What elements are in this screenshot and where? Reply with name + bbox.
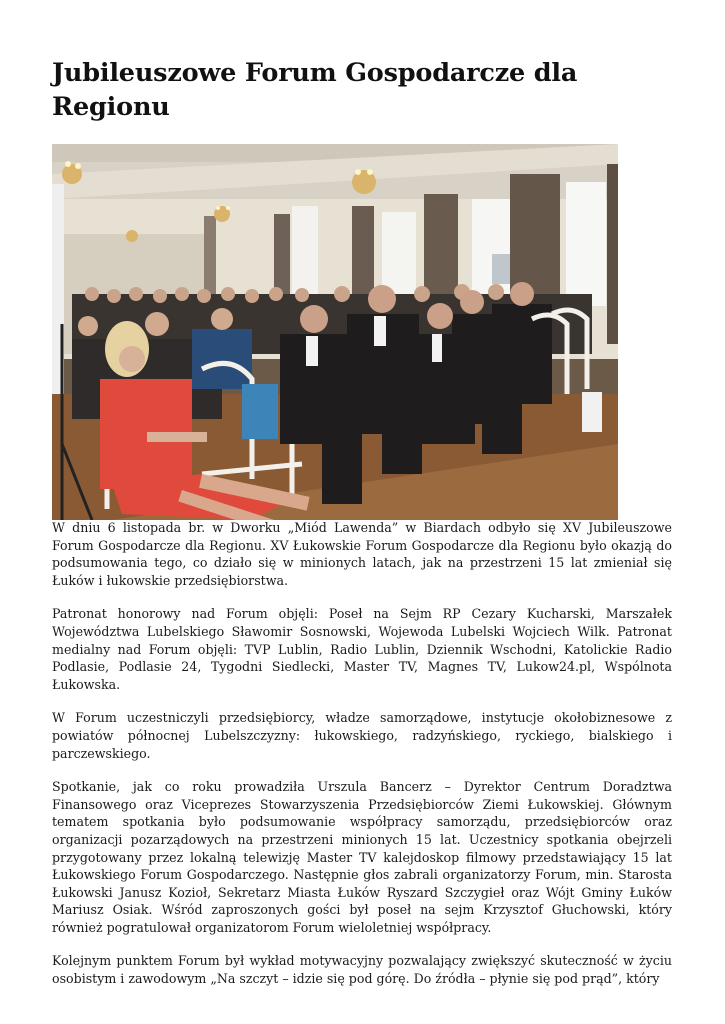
article-title: Jubileuszowe Forum Gospodarcze dla Regionu [52,58,578,122]
paragraph: Patronat honorowy nad Forum objęli: Poseł na Sejm RP Cezary Kucharski, Marszałek Województwa Lubelskiego Sławomir Sosnowski, Wojewoda Lubelski Wojciech Wilk. Patronat medialny nad Forum objęli: TVP Lublin, Radio Lublin, Dziennik Wschodni, Katolickie Radio Podlasie, Podlasie 24, Tygodni Siedlecki, Master TV, Magnes TV, Lukow24.pl, Wspólnota Łukowska. [52,606,672,692]
article-photo [52,144,618,520]
conference-audience-photo-icon [52,144,618,520]
paragraph: Spotkanie, jak co roku prowadziła Urszula Bancerz – Dyrektor Centrum Doradztwa Finansowego oraz Viceprezes Stowarzyszenia Przedsiębiorców Ziemi Łukowskiej. Głównym tematem spotkania było podsumowanie współpracy samorządu, przedsiębiorców oraz organizacji pozarządowych na przestrzeni minionych 15 lat. Uczestnicy spotkania obejrzeli przygotowany przez lokalną telewizję Master TV kalejdoskop filmowy przedstawiający 15 lat Łukowskiego Forum Gospodarczego. Następnie głos zabrali organizatorzy Forum, min. Starosta Łukowski Janusz Kozioł, Sekretarz Miasta Łuków Ryszard Szczygieł oraz Wójt Gminy Łuków Mariusz Osiak. Wśród zaproszonych gości był poseł na sejm Krzysztof Głuchowski, który również pogratulował organizatorom Forum wieloletniej współpracy. [52,779,672,935]
paragraph: W dniu 6 listopada br. w Dworku „Miód Lawenda” w Biardach odbyło się XV Jubileuszowe Forum Gospodarcze dla Regionu. XV Łukowskie Forum Gospodarcze dla Regionu było okazją do podsumowania tego, co działo się w minionych latach, jak na przestrzeni 15 lat zmieniał się Łuków i łukowskie przedsiębiorstwa. [52,520,672,588]
paragraph: Kolejnym punktem Forum był wykład motywacyjny pozwalający zwiększyć skuteczność w życiu osobistym i zawodowym „Na szczyt – idzie się pod górę. Do źródła – płynie się pod prąd”, który [52,953,672,987]
article-body [52,519,672,1004]
paragraph: W Forum uczestniczyli przedsiębiorcy, władze samorządowe, instytucje okołobiznesowe z powiatów północnej Lubelszczyzny: łukowskiego, radzyńskiego, ryckiego, bialskiego i parczewskiego. [52,710,672,761]
